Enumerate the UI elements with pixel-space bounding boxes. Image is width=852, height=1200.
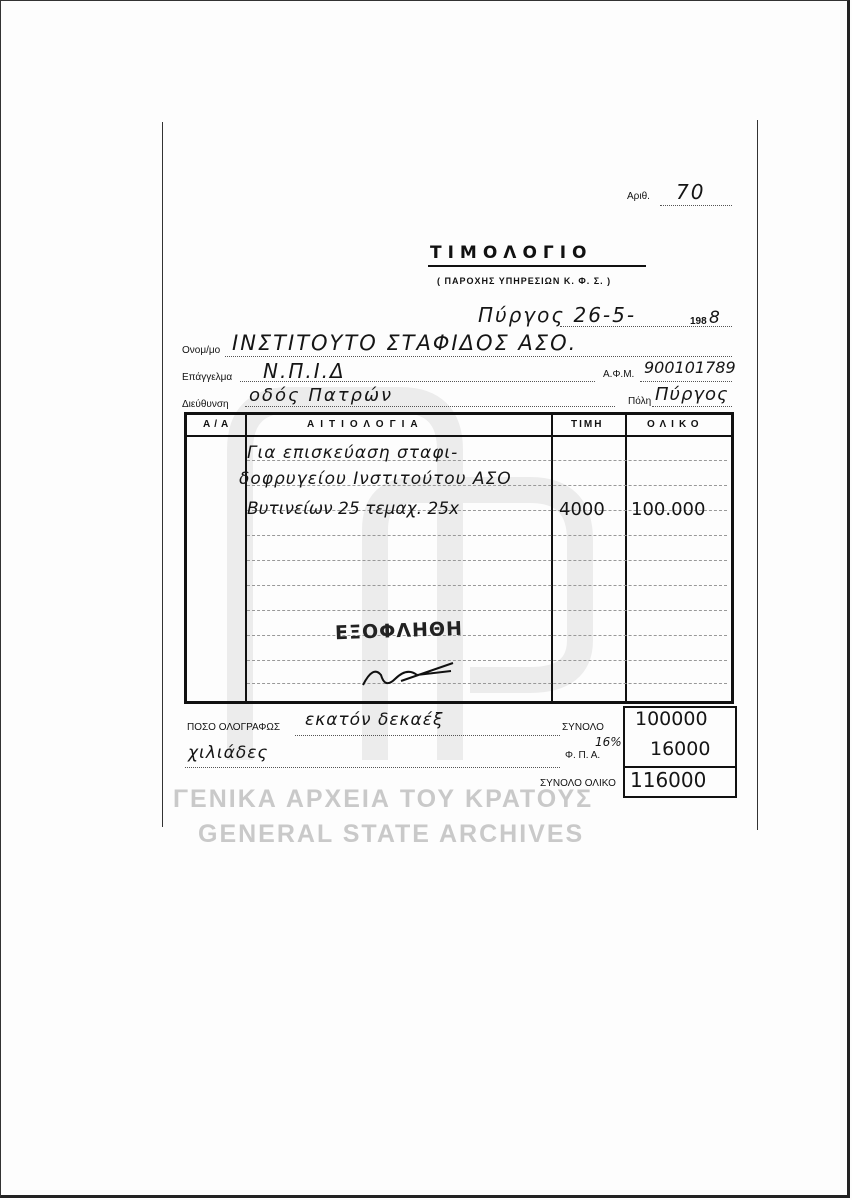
amount-in-words-line1: εκατόν δεκαέξ [305,710,444,730]
name-line [225,356,732,357]
date-handwritten: Πύργος 26-5- [478,303,637,327]
year-digit: 8 [709,308,722,328]
amount-in-words-label: ΠΟΣΟ ΟΛΟΓΡΑΦΩΣ [187,722,281,733]
paper-left-edge [162,122,163,827]
table-row-price: 4000 [559,499,605,520]
year-printed: 198 [690,316,707,327]
table-rule [247,560,727,561]
table-rule [247,660,727,661]
words-line [295,735,560,736]
grand-total-label: ΣΥΝΟΛΟ ΟΛΙΚΟ [540,778,616,789]
address-line [245,406,615,407]
document-title: ΤΙΜΟΛΟΓΙΟ [430,243,593,263]
paper-right-edge [757,120,758,830]
address-value: οδός Πατρών [249,385,394,406]
table-row-description: Βυτινείων 25 τεμαχ. 25x [247,499,460,519]
col-divider-price [625,415,627,701]
col-header-total: ΟΛΙΚΟ [647,419,704,430]
city-value: Πύργος [655,384,729,405]
words-line [185,767,560,768]
city-line [652,406,732,407]
city-label: Πόλη [628,396,652,407]
col-header-aa: Α/Α [203,419,233,430]
invoice-number-value: 70 [676,180,706,204]
occupation-value: Ν.Π.Ι.Δ [263,359,346,383]
paid-stamp: ΕΞΟΦΛΗΘΗ [334,617,464,645]
afm-label: Α.Φ.Μ. [603,369,635,380]
date-line [560,326,732,327]
vat-label: Φ. Π. Α. [565,750,601,761]
subtotal-label: ΣΥΝΟΛΟ [562,722,604,733]
name-value: ΙΝΣΤΙΤΟΥΤΟ ΣΤΑΦΙΔΟΣ ΑΣΟ. [232,331,578,355]
archive-watermark-english: GENERAL STATE ARCHIVES [198,820,585,848]
invoice-number-line [660,205,732,206]
name-label: Ονομ/μο [182,345,221,356]
table-rule [247,610,727,611]
grand-total-value: 116000 [630,768,707,792]
signature-mark [355,645,465,695]
table-row-description: Για επισκεύαση σταφι- [247,443,459,463]
afm-line [640,381,732,382]
address-label: Διεύθυνση [182,399,229,410]
subtotal-value: 100000 [635,708,708,730]
title-underline [428,265,646,267]
document-subtitle: ( ΠΑΡΟΧΗΣ ΥΠΗΡΕΣΙΩΝ Κ. Φ. Σ. ) [437,276,612,286]
table-rule [247,683,727,684]
occupation-line [240,381,595,382]
amount-in-words-line2: χιλιάδες [188,743,269,763]
archive-watermark-greek: ΓΕΝΙΚΑ ΑΡΧΕΙΑ ΤΟΥ ΚΡΑΤΟΥΣ [173,785,594,813]
table-rule [247,535,727,536]
vat-value: 16000 [650,738,711,760]
vat-rate: 16% [595,735,622,749]
table-row-description: δοφρυγείου Ινστιτούτου ΑΣΟ [239,469,512,489]
occupation-label: Επάγγελμα [182,372,233,383]
col-header-description: ΑΙΤΙΟΛΟΓΙΑ [307,419,424,430]
table-rule [247,635,727,636]
table-row-total: 100.000 [631,499,706,520]
col-divider-desc [551,415,553,701]
invoice-number-label: Αριθ. [627,191,650,202]
table-rule [247,585,727,586]
col-header-price: ΤΙΜΗ [571,419,604,430]
table-header-rule [187,435,731,437]
afm-value: 900101789 [644,358,736,377]
